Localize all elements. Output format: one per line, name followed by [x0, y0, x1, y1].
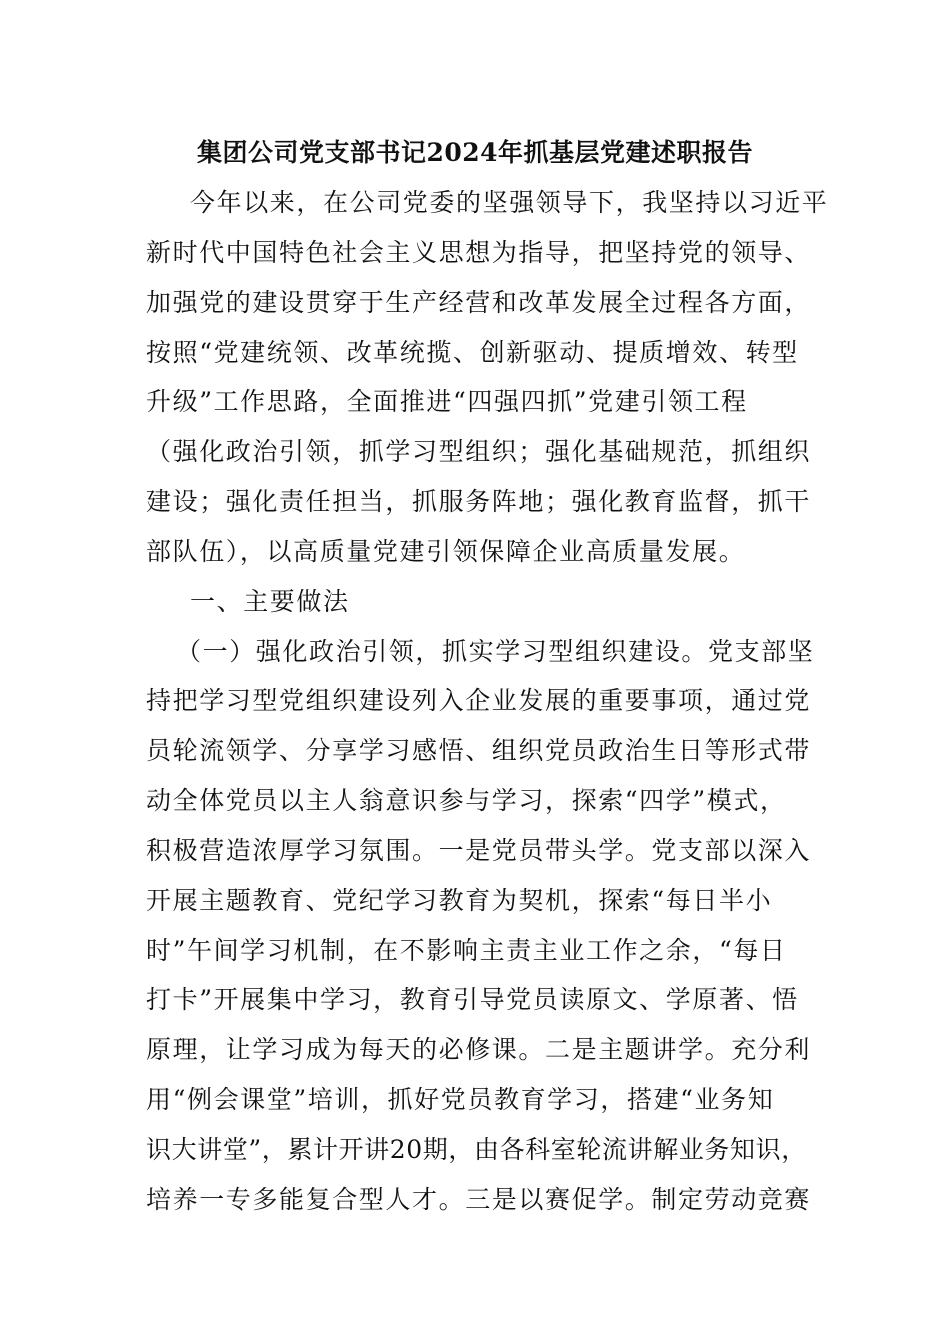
paragraph-line: 加强党的建设贯穿于生产经营和改革发展全过程各方面，: [146, 288, 812, 317]
paragraph-line: 新时代中国特色社会主义思想为指导，把坚持党的领导、: [146, 238, 812, 267]
document-title: 集团公司党支部书记2024年抓基层党建述职报告: [196, 138, 754, 167]
paragraph-line: 升级”工作思路，全面推进“四强四抓”党建引领工程: [146, 387, 748, 416]
paragraph-line: 用“例会课堂”培训，抓好党员教育学习，搭建“业务知: [146, 1085, 775, 1114]
paragraph-line: 识大讲堂”，累计开讲20期，由各科室轮流讲解业务知识，: [146, 1135, 807, 1164]
paragraph-line: 原理，让学习成为每天的必修课。二是主题讲学。充分利: [146, 1035, 812, 1064]
paragraph-line: 今年以来，在公司党委的坚强领导下，我坚持以习近平: [190, 188, 829, 217]
section-heading: 一、主要做法: [190, 587, 350, 616]
paragraph-line: 时”午间学习机制，在不影响主责主业工作之余，“每日: [146, 936, 787, 965]
paragraph-line: 积极营造浓厚学习氛围。一是党员带头学。党支部以深入: [146, 836, 812, 865]
paragraph-line: 开展主题教育、党纪学习教育为契机，探索“每日半小: [146, 886, 773, 915]
paragraph-line: 员轮流领学、分享学习感悟、组织党员政治生日等形式带: [146, 736, 812, 765]
paragraph-line: 持把学习型党组织建设列入企业发展的重要事项，通过党: [146, 686, 812, 715]
paragraph-line: （一）强化政治引领，抓实学习型组织建设。党支部坚: [176, 637, 815, 666]
paragraph-line: 按照“党建统领、改革统揽、创新驱动、提质增效、转型: [146, 338, 799, 367]
paragraph-line: 培养一专多能复合型人才。三是以赛促学。制定劳动竞赛: [146, 1185, 812, 1214]
paragraph-line: 打卡”开展集中学习，教育引导党员读原文、学原著、悟: [146, 985, 799, 1014]
paragraph-line: 部队伍），以高质量党建引领保障企业高质量发展。: [146, 537, 746, 566]
paragraph-line: 动全体党员以主人翁意识参与学习，探索“四学”模式，: [146, 786, 787, 815]
paragraph-line: 建设；强化责任担当，抓服务阵地；强化教育监督，抓干: [146, 487, 812, 516]
paragraph-line: （强化政治引领，抓学习型组织；强化基础规范，抓组织: [146, 437, 812, 466]
